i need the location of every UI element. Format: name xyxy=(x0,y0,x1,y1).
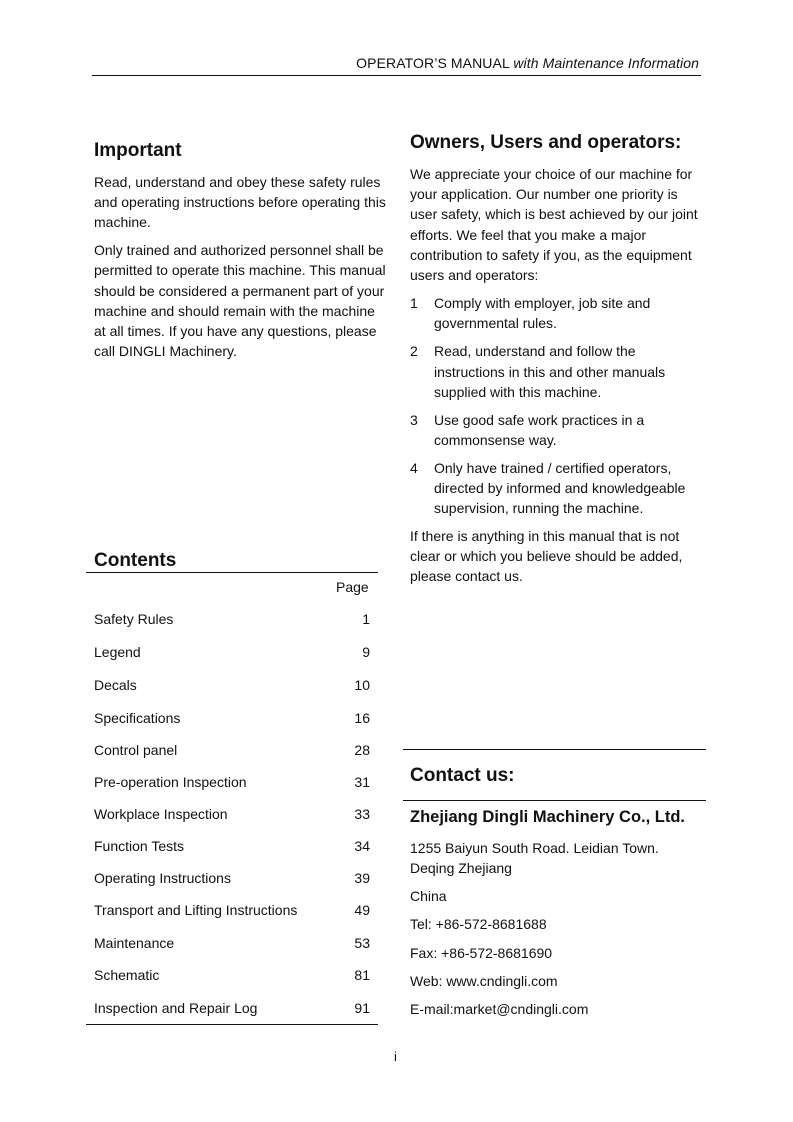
toc-entry-title: Legend xyxy=(94,644,141,660)
toc-entry-title: Safety Rules xyxy=(94,611,174,627)
header-title: OPERATOR’S MANUAL xyxy=(356,55,514,71)
toc-entry[interactable] xyxy=(94,774,370,790)
toc-entry-title: Maintenance xyxy=(94,935,175,951)
toc-entry-title: Specifications xyxy=(94,710,181,726)
toc-entry[interactable] xyxy=(94,644,370,660)
company-name: Zhejiang Dingli Machinery Co., Ltd. xyxy=(410,808,686,826)
owners-body xyxy=(410,164,705,587)
contents-top-rule xyxy=(86,572,378,573)
owners-item-2 xyxy=(410,341,705,402)
item-number: 2 xyxy=(410,343,418,360)
header-rule xyxy=(92,75,701,76)
toc-entry-page: 28 xyxy=(354,742,370,758)
toc-entry[interactable] xyxy=(94,838,370,854)
item-text: Only have trained / certified operators, directed by informed and knowledgeable supervision, running the machine. xyxy=(434,459,686,517)
toc-entry[interactable] xyxy=(94,806,370,822)
toc-entry-page: 31 xyxy=(354,774,370,790)
toc-entry-page: 81 xyxy=(354,967,370,983)
toc-entry-page: 34 xyxy=(354,838,370,854)
toc-entry-title: Schematic xyxy=(94,967,160,983)
owners-intro: We appreciate your choice of our machine for your application. Our number one priority is user safety, which is best achieved by our joint efforts. We feel that you make a major contribution to safety if you, as the equipment users and operators: xyxy=(410,166,698,284)
owners-item-4 xyxy=(410,458,705,519)
address-line-1: 1255 Baiyun South Road. Leidian Town. xyxy=(410,840,659,856)
fax: Fax: +86-572-8681690 xyxy=(410,945,553,961)
owners-heading: Owners, Users and operators: xyxy=(410,132,682,153)
item-text: Comply with employer, job site and governmental rules. xyxy=(434,295,651,332)
item-number: 4 xyxy=(410,459,418,476)
item-number: 3 xyxy=(410,411,418,428)
toc-entry-page: 1 xyxy=(362,611,370,627)
toc-entry[interactable] xyxy=(94,677,370,693)
toc-entry-page: 33 xyxy=(354,806,370,822)
item-text: Read, understand and follow the instructions in this and other manuals supplied with this machine. xyxy=(434,343,666,400)
toc-entry[interactable] xyxy=(94,611,370,627)
toc-entry[interactable] xyxy=(94,902,370,918)
toc-entry[interactable] xyxy=(94,710,370,726)
toc-entry-page: 39 xyxy=(354,870,370,886)
email-link[interactable]: E-mail:market@cndingli.com xyxy=(410,1001,589,1017)
toc-entry[interactable] xyxy=(94,967,370,983)
toc-entry-page: 91 xyxy=(354,1000,370,1016)
contact-mid-rule xyxy=(403,800,706,801)
toc-entry[interactable] xyxy=(94,742,370,758)
item-number: 1 xyxy=(410,295,418,312)
page-number: i xyxy=(394,1049,397,1064)
toc-entry-page: 49 xyxy=(354,902,370,918)
contact-heading: Contact us: xyxy=(410,765,515,786)
important-body xyxy=(94,172,386,361)
phone: Tel: +86-572-8681688 xyxy=(410,916,547,932)
toc-entry-title: Transport and Lifting Instructions xyxy=(94,902,298,918)
owners-item-3 xyxy=(410,410,705,450)
contact-top-rule xyxy=(403,749,706,750)
toc-entry[interactable] xyxy=(94,870,370,886)
toc-entry-title: Operating Instructions xyxy=(94,870,231,886)
contents-bottom-rule xyxy=(86,1024,378,1025)
toc-page-label: Page xyxy=(336,579,369,595)
header-subtitle: with Maintenance Information xyxy=(513,55,699,71)
owners-item-1 xyxy=(410,293,705,333)
toc-entry-page: 10 xyxy=(354,677,370,693)
important-paragraph-1: Read, understand and obey these safety rules and operating instructions before operating this machine. xyxy=(94,174,386,231)
country: China xyxy=(410,888,447,904)
important-heading: Important xyxy=(94,140,182,161)
owners-closing: If there is anything in this manual that is not clear or which you believe should be added, please contact us. xyxy=(410,528,683,585)
toc-entry-title: Inspection and Repair Log xyxy=(94,1000,258,1016)
running-header xyxy=(356,55,699,71)
address-line-2: Deqing Zhejiang xyxy=(410,860,512,876)
toc-entry-page: 16 xyxy=(354,710,370,726)
important-paragraph-2: Only trained and authorized personnel shall be permitted to operate this machine. This manual should be considered a permanent part of your machine and should remain with the machine at all times. If you have any questions, please call DINGLI Machinery. xyxy=(94,242,386,360)
toc-entry-page: 9 xyxy=(362,644,370,660)
toc-entry-title: Control panel xyxy=(94,742,178,758)
contents-heading: Contents xyxy=(94,550,177,571)
toc-entry[interactable] xyxy=(94,1000,370,1016)
toc-entry[interactable] xyxy=(94,935,370,951)
website-link[interactable]: Web: www.cndingli.com xyxy=(410,973,558,989)
toc-entry-title: Decals xyxy=(94,677,137,693)
item-text: Use good safe work practices in a commonsense way. xyxy=(434,411,645,448)
toc-entry-title: Pre-operation Inspection xyxy=(94,774,247,790)
toc-entry-title: Workplace Inspection xyxy=(94,806,228,822)
toc-entry-page: 53 xyxy=(354,935,370,951)
toc-entry-title: Function Tests xyxy=(94,838,185,854)
